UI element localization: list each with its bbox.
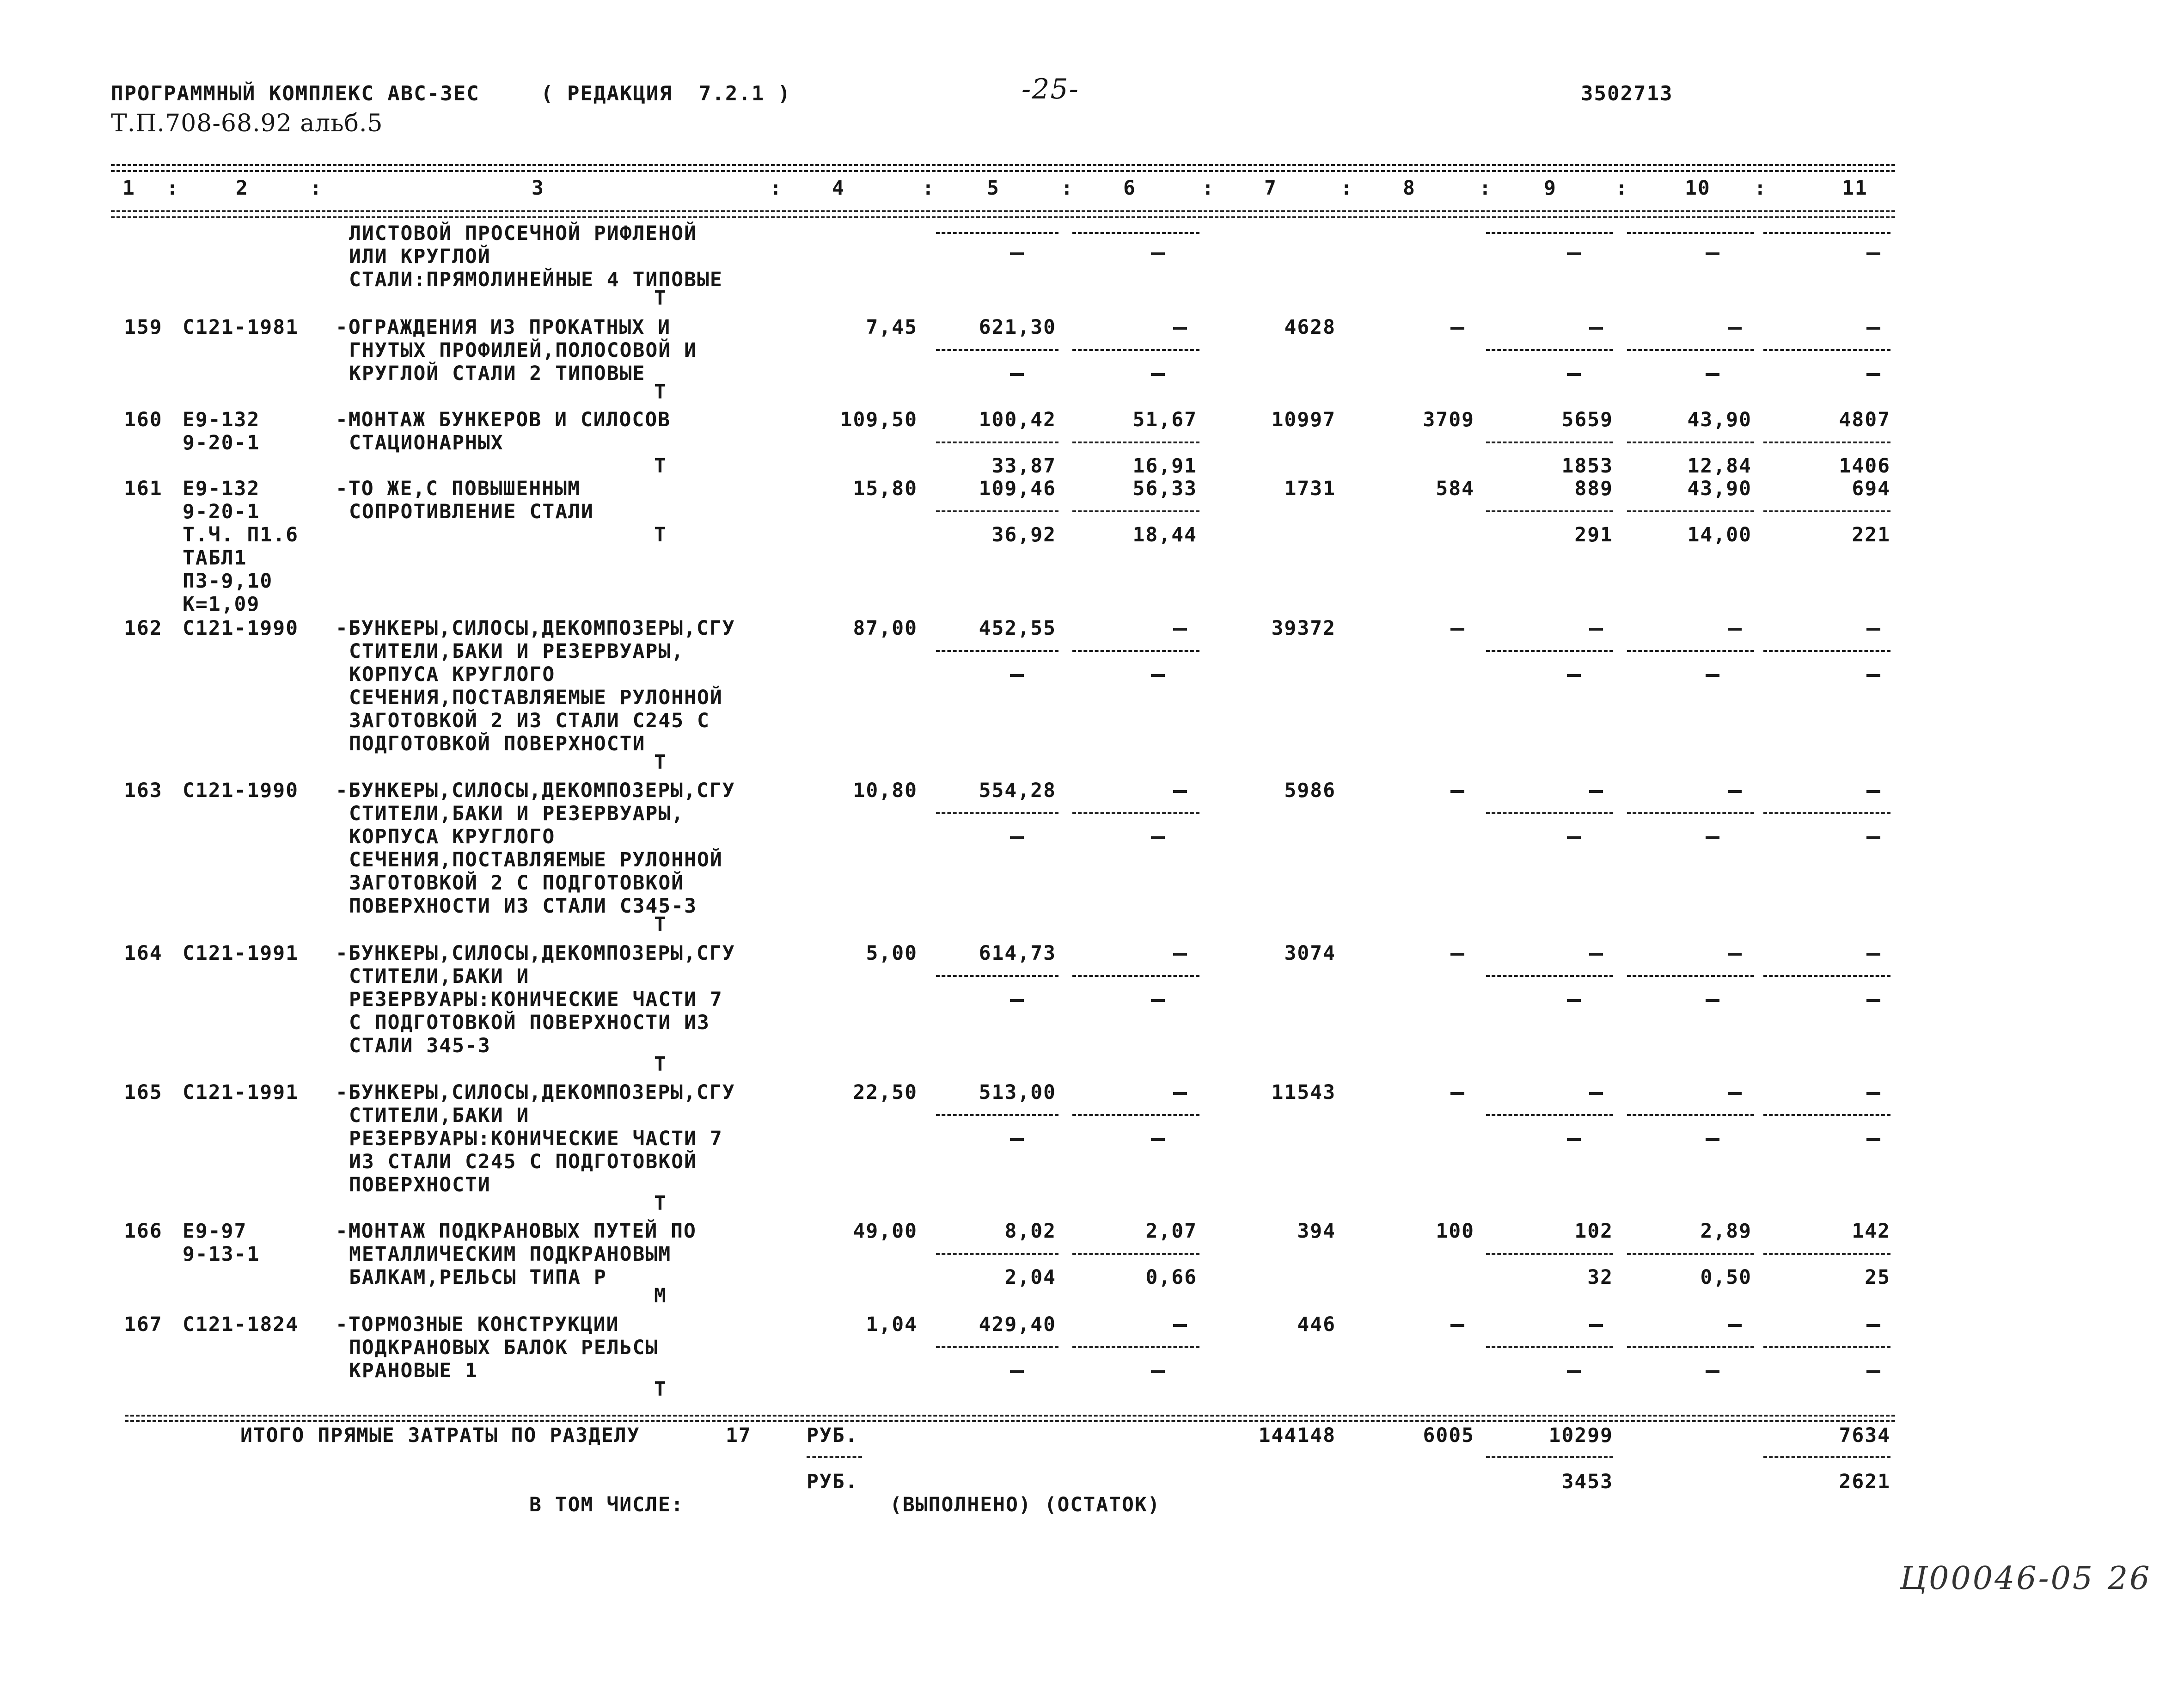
- row-description-line: КОРПУСА КРУГЛОГО: [349, 663, 556, 686]
- total-col8: 6005: [1423, 1424, 1474, 1447]
- row-c10-sub: 12,84: [1687, 454, 1752, 478]
- column-header-1: 1: [122, 177, 135, 200]
- row-c10-dash: [1728, 1324, 1742, 1327]
- total-unit-rule: [807, 1456, 862, 1458]
- row-c6-dash: [1173, 1324, 1187, 1327]
- row-c6-sub-dash: [1151, 836, 1165, 839]
- row-c11-dash: [1866, 1092, 1880, 1095]
- row-description-line: ПОДГОТОВКОЙ ПОВЕРХНОСТИ: [349, 732, 646, 755]
- row-c9-dash: [1589, 327, 1603, 330]
- row-c11-sub: 1406: [1839, 454, 1890, 478]
- row-qty: 49,00: [853, 1220, 918, 1243]
- row-c8-dash: [1450, 628, 1464, 631]
- row-description-line: СЕЧЕНИЯ,ПОСТАВЛЯЕМЫЕ РУЛОННОЙ: [349, 848, 723, 871]
- row-c5: 100,42: [979, 408, 1056, 431]
- sheet-number: 26: [2108, 1560, 2152, 1597]
- row-description-line: -МОНТАЖ БУНКЕРОВ И СИЛОСОВ: [336, 408, 671, 431]
- row-c11-fraction-rule: [1763, 975, 1890, 977]
- row-c10-fraction-rule: [1627, 812, 1754, 814]
- total-col11-sub: 2621: [1839, 1470, 1890, 1493]
- row-c6-sub: 18,44: [1132, 523, 1197, 546]
- row-c9-dash: [1589, 1092, 1603, 1095]
- row-c5: 109,46: [979, 477, 1056, 500]
- row-c6-fraction-rule: [1072, 232, 1199, 234]
- row-c9-dash: [1589, 1324, 1603, 1327]
- row-c9-fraction-rule: [1486, 1253, 1613, 1255]
- row-c10-sub-dash: [1706, 674, 1719, 677]
- row-c5: 452,55: [979, 617, 1056, 640]
- row-c11-sub: 25: [1865, 1266, 1890, 1289]
- row-c10-sub-dash: [1706, 252, 1719, 255]
- row-unit-mark: Т: [654, 1192, 667, 1215]
- row-description-line: СТИТЕЛИ,БАКИ И РЕЗЕРВУАРЫ,: [349, 802, 685, 825]
- row-c10-sub-dash: [1706, 373, 1719, 376]
- row-c5-sub-dash: [1010, 1370, 1024, 1373]
- row-c6-fraction-rule: [1072, 510, 1199, 512]
- row-c9: 102: [1574, 1220, 1613, 1243]
- row-c10: 43,90: [1687, 477, 1752, 500]
- row-c11-sub: 221: [1852, 523, 1890, 546]
- row-code: С121-1990: [183, 617, 299, 640]
- row-number: 165: [124, 1081, 163, 1104]
- row-c10-dash: [1728, 790, 1742, 793]
- row-c9-dash: [1589, 790, 1603, 793]
- row-c6-sub-dash: [1151, 1138, 1165, 1141]
- row-c5-fraction-rule: [936, 349, 1058, 351]
- row-c11: 142: [1852, 1220, 1890, 1243]
- row-unit-mark: Т: [654, 913, 667, 936]
- row-c9-sub-dash: [1567, 1138, 1581, 1141]
- row-number: 166: [124, 1220, 163, 1243]
- row-qty: 7,45: [866, 316, 918, 339]
- column-separator: :: [1202, 177, 1215, 200]
- row-c6-fraction-rule: [1072, 650, 1199, 652]
- program-title: ПРОГРАММНЫЙ КОМПЛЕКС АВС-ЗЕС: [111, 82, 480, 105]
- row-description-line: -ОГРАЖДЕНИЯ ИЗ ПРОКАТНЫХ И: [336, 316, 671, 339]
- row-c8-dash: [1450, 327, 1464, 330]
- row-c11-dash: [1866, 953, 1880, 956]
- row-c11: 4807: [1839, 408, 1890, 431]
- column-separator: :: [1754, 177, 1767, 200]
- row-c7: 5986: [1284, 779, 1336, 802]
- row-c9: 5659: [1561, 408, 1613, 431]
- row-number: 160: [124, 408, 163, 431]
- column-header-8: 8: [1403, 177, 1416, 200]
- row-c6-dash: [1173, 790, 1187, 793]
- row-code: Т.Ч. П1.6: [183, 523, 299, 546]
- row-code: Е9-97: [183, 1220, 247, 1243]
- column-header-5: 5: [987, 177, 1000, 200]
- row-c10-sub-dash: [1706, 999, 1719, 1002]
- row-c8-dash: [1450, 1324, 1464, 1327]
- column-separator: :: [1340, 177, 1353, 200]
- row-c9-sub: 1853: [1561, 454, 1613, 478]
- row-c9-fraction-rule: [1486, 232, 1613, 234]
- row-c10-fraction-rule: [1627, 232, 1754, 234]
- row-c11-dash: [1866, 327, 1880, 330]
- row-c5-fraction-rule: [936, 510, 1058, 512]
- row-c8-dash: [1450, 953, 1464, 956]
- row-c5: 614,73: [979, 942, 1056, 965]
- total-unit-2: РУБ.: [807, 1470, 858, 1493]
- row-code: С121-1991: [183, 1081, 299, 1104]
- row-c5-fraction-rule: [936, 442, 1058, 443]
- album-reference: Т.П.708-68.92 альб.5: [111, 110, 383, 137]
- row-c10-fraction-rule: [1627, 510, 1754, 512]
- row-c8-dash: [1450, 790, 1464, 793]
- row-c9-sub-dash: [1567, 1370, 1581, 1373]
- row-c9-sub-dash: [1567, 252, 1581, 255]
- row-c7: 4628: [1284, 316, 1336, 339]
- row-c5-fraction-rule: [936, 975, 1058, 977]
- total-col11-rule: [1763, 1456, 1890, 1458]
- row-c10-sub-dash: [1706, 836, 1719, 839]
- row-c10-fraction-rule: [1627, 975, 1754, 977]
- total-col9-rule: [1486, 1456, 1613, 1458]
- row-description-line: -МОНТАЖ ПОДКРАНОВЫХ ПУТЕЙ ПО: [336, 1220, 697, 1243]
- column-header-2: 2: [236, 177, 249, 200]
- row-c10: 43,90: [1687, 408, 1752, 431]
- row-c5-sub-dash: [1010, 373, 1024, 376]
- row-c11-dash: [1866, 790, 1880, 793]
- row-c11-sub-dash: [1866, 999, 1880, 1002]
- row-c11-fraction-rule: [1763, 442, 1890, 443]
- row-qty: 10,80: [853, 779, 918, 802]
- row-c7: 1731: [1284, 477, 1336, 500]
- row-number: 163: [124, 779, 163, 802]
- row-c5-sub-dash: [1010, 252, 1024, 255]
- row-unit-mark: Т: [654, 523, 667, 546]
- row-code: 9-20-1: [183, 500, 260, 523]
- including-label: В ТОМ ЧИСЛЕ:: [529, 1493, 684, 1516]
- row-c9-sub: 291: [1574, 523, 1613, 546]
- row-qty: 22,50: [853, 1081, 918, 1104]
- row-c9-dash: [1589, 953, 1603, 956]
- row-description-line: -БУНКЕРЫ,СИЛОСЫ,ДЕКОМПОЗЕРЫ,СГУ: [336, 779, 735, 802]
- row-c6-sub: 16,91: [1132, 454, 1197, 478]
- row-unit-mark: Т: [654, 751, 667, 774]
- row-code: С121-1990: [183, 779, 299, 802]
- row-c7: 394: [1297, 1220, 1336, 1243]
- row-c7: 3074: [1284, 942, 1336, 965]
- row-code: П3-9,10: [183, 570, 273, 593]
- row-c5: 621,30: [979, 316, 1056, 339]
- row-c5-fraction-rule: [936, 812, 1058, 814]
- row-c6-dash: [1173, 628, 1187, 631]
- row-c9: 889: [1574, 477, 1613, 500]
- header-bottom-rule: [111, 210, 1895, 212]
- row-c9-fraction-rule: [1486, 1114, 1613, 1116]
- row-c8-dash: [1450, 1092, 1464, 1095]
- row-description-line: ЗАГОТОВКОЙ 2 С ПОДГОТОВКОЙ: [349, 871, 685, 895]
- row-c7: 39372: [1271, 617, 1336, 640]
- column-header-7: 7: [1264, 177, 1277, 200]
- row-c9-sub-dash: [1567, 836, 1581, 839]
- row-description-line: КРАНОВЫЕ 1: [349, 1359, 478, 1382]
- column-header-11: 11: [1842, 177, 1868, 200]
- row-description-line: ЗАГОТОВКОЙ 2 ИЗ СТАЛИ С245 С: [349, 709, 710, 732]
- row-description-line: -БУНКЕРЫ,СИЛОСЫ,ДЕКОМПОЗЕРЫ,СГУ: [336, 1081, 735, 1104]
- row-c5-sub-dash: [1010, 674, 1024, 677]
- column-header-6: 6: [1123, 177, 1136, 200]
- row-description-line: КРУГЛОЙ СТАЛИ 2 ТИПОВЫЕ: [349, 362, 646, 385]
- row-c5-fraction-rule: [936, 1114, 1058, 1116]
- row-c6-sub-dash: [1151, 252, 1165, 255]
- row-c7: 11543: [1271, 1081, 1336, 1104]
- row-c11-fraction-rule: [1763, 510, 1890, 512]
- handwritten-document-code: Ц00046-05: [1900, 1560, 2095, 1597]
- row-c6-fraction-rule: [1072, 349, 1199, 351]
- column-header-10: 10: [1685, 177, 1711, 200]
- row-c10-fraction-rule: [1627, 349, 1754, 351]
- row-number: 167: [124, 1313, 163, 1336]
- row-c5-sub-dash: [1010, 1138, 1024, 1141]
- table-top-rule-2: [111, 170, 1895, 172]
- row-c9-fraction-rule: [1486, 650, 1613, 652]
- row-number: 161: [124, 477, 163, 500]
- row-c6-fraction-rule: [1072, 1346, 1199, 1348]
- table-top-rule: [111, 164, 1895, 166]
- row-code: К=1,09: [183, 593, 260, 616]
- row-c11-dash: [1866, 1324, 1880, 1327]
- row-description-line: С ПОДГОТОВКОЙ ПОВЕРХНОСТИ ИЗ: [349, 1011, 710, 1034]
- row-unit-mark: Т: [654, 1053, 667, 1076]
- row-c5-fraction-rule: [936, 1253, 1058, 1255]
- row-c5: 8,02: [1004, 1220, 1056, 1243]
- total-top-rule-2: [125, 1420, 1895, 1422]
- done-rest-label: (ВЫПОЛНЕНО) (ОСТАТОК): [890, 1493, 1161, 1516]
- row-c5-sub: 36,92: [991, 523, 1056, 546]
- column-header-9: 9: [1544, 177, 1557, 200]
- header-bottom-rule-2: [111, 216, 1895, 218]
- row-unit-mark: Т: [654, 1378, 667, 1401]
- row-c7: 10997: [1271, 408, 1336, 431]
- row-c10-dash: [1728, 1092, 1742, 1095]
- row-c5: 554,28: [979, 779, 1056, 802]
- document-code: 3502713: [1581, 82, 1673, 105]
- row-c11-sub-dash: [1866, 1138, 1880, 1141]
- row-c5-sub-dash: [1010, 999, 1024, 1002]
- row-description-line: БАЛКАМ,РЕЛЬСЫ ТИПА Р: [349, 1266, 607, 1289]
- row-c10-sub: 0,50: [1700, 1266, 1752, 1289]
- row-c9-fraction-rule: [1486, 1346, 1613, 1348]
- row-c6-fraction-rule: [1072, 442, 1199, 443]
- row-c5-fraction-rule: [936, 650, 1058, 652]
- row-qty: 5,00: [866, 942, 918, 965]
- row-number: 164: [124, 942, 163, 965]
- row-c6-fraction-rule: [1072, 812, 1199, 814]
- row-c9-dash: [1589, 628, 1603, 631]
- row-c6-fraction-rule: [1072, 1253, 1199, 1255]
- row-description-line: СОПРОТИВЛЕНИЕ СТАЛИ: [349, 500, 594, 523]
- row-description-line: ПОДКРАНОВЫХ БАЛОК РЕЛЬСЫ: [349, 1336, 659, 1359]
- total-col9-sub: 3453: [1561, 1470, 1613, 1493]
- row-description-line: ГНУТЫХ ПРОФИЛЕЙ,ПОЛОСОВОЙ И: [349, 339, 697, 362]
- row-code: ТАБЛ1: [183, 546, 247, 570]
- row-c10-sub: 14,00: [1687, 523, 1752, 546]
- row-number: 162: [124, 617, 163, 640]
- column-separator: :: [770, 177, 783, 200]
- row-c9-sub-dash: [1567, 373, 1581, 376]
- row-code: Е9-132: [183, 408, 260, 431]
- row-code: 9-13-1: [183, 1243, 260, 1266]
- row-c6-sub: 0,66: [1145, 1266, 1197, 1289]
- row-c6: 2,07: [1145, 1220, 1197, 1243]
- row-c6-sub-dash: [1151, 1370, 1165, 1373]
- row-c5-fraction-rule: [936, 1346, 1058, 1348]
- total-col7: 144148: [1258, 1424, 1336, 1447]
- row-c11: 694: [1852, 477, 1890, 500]
- row-c11-fraction-rule: [1763, 1346, 1890, 1348]
- row-c6-fraction-rule: [1072, 975, 1199, 977]
- row-c11-fraction-rule: [1763, 349, 1890, 351]
- row-c6-dash: [1173, 327, 1187, 330]
- row-c6-sub-dash: [1151, 674, 1165, 677]
- row-description-line: -БУНКЕРЫ,СИЛОСЫ,ДЕКОМПОЗЕРЫ,СГУ: [336, 942, 735, 965]
- row-unit-mark: Т: [654, 380, 667, 404]
- row-c11-fraction-rule: [1763, 1253, 1890, 1255]
- row-c11-fraction-rule: [1763, 1114, 1890, 1116]
- row-c10-dash: [1728, 628, 1742, 631]
- column-separator: :: [1615, 177, 1628, 200]
- row-c6: 56,33: [1132, 477, 1197, 500]
- total-col9: 10299: [1548, 1424, 1613, 1447]
- row-c6-dash: [1173, 1092, 1187, 1095]
- row-number: 159: [124, 316, 163, 339]
- row-c10-fraction-rule: [1627, 442, 1754, 443]
- row-c11-fraction-rule: [1763, 232, 1890, 234]
- column-separator: :: [310, 177, 323, 200]
- row-c8: 3709: [1423, 408, 1474, 431]
- row-c11-fraction-rule: [1763, 812, 1890, 814]
- row-c9-sub-dash: [1567, 999, 1581, 1002]
- total-top-rule: [125, 1415, 1895, 1417]
- row-description-line: ПОВЕРХНОСТИ ИЗ СТАЛИ С345-3: [349, 895, 697, 918]
- row-c8: 100: [1436, 1220, 1474, 1243]
- row-c11-sub-dash: [1866, 252, 1880, 255]
- row-c6: 51,67: [1132, 408, 1197, 431]
- row-qty: 109,50: [840, 408, 918, 431]
- row-code: С121-1991: [183, 942, 299, 965]
- row-description-line: ЛИСТОВОЙ ПРОСЕЧНОЙ РИФЛЕНОЙ: [349, 222, 697, 245]
- row-c10: 2,89: [1700, 1220, 1752, 1243]
- row-unit-mark: М: [654, 1284, 667, 1307]
- row-description-line: -ТО ЖЕ,С ПОВЫШЕННЫМ: [336, 477, 581, 500]
- row-c9-sub: 32: [1587, 1266, 1613, 1289]
- row-c11-sub-dash: [1866, 836, 1880, 839]
- row-c9-fraction-rule: [1486, 510, 1613, 512]
- row-code: Е9-132: [183, 477, 260, 500]
- row-c10-fraction-rule: [1627, 1114, 1754, 1116]
- row-description-line: СТИТЕЛИ,БАКИ И: [349, 1104, 530, 1127]
- row-c9-fraction-rule: [1486, 442, 1613, 443]
- row-c9-fraction-rule: [1486, 812, 1613, 814]
- row-c5-sub-dash: [1010, 836, 1024, 839]
- row-c5-fraction-rule: [936, 232, 1058, 234]
- row-c9-sub-dash: [1567, 674, 1581, 677]
- row-code: 9-20-1: [183, 431, 260, 454]
- column-separator: :: [1479, 177, 1492, 200]
- page-number: -25-: [1022, 73, 1079, 105]
- row-c10-fraction-rule: [1627, 650, 1754, 652]
- row-c11-fraction-rule: [1763, 650, 1890, 652]
- row-description-line: СТАЛИ:ПРЯМОЛИНЕЙНЫЕ 4 ТИПОВЫЕ: [349, 268, 723, 291]
- row-c11-dash: [1866, 628, 1880, 631]
- row-description-line: -ТОРМОЗНЫЕ КОНСТРУКЦИИ: [336, 1313, 619, 1336]
- row-code: С121-1981: [183, 316, 299, 339]
- row-description-line: РЕЗЕРВУАРЫ:КОНИЧЕСКИЕ ЧАСТИ 7: [349, 1127, 723, 1150]
- row-c11-sub-dash: [1866, 674, 1880, 677]
- row-description-line: РЕЗЕРВУАРЫ:КОНИЧЕСКИЕ ЧАСТИ 7: [349, 988, 723, 1011]
- row-c11-sub-dash: [1866, 1370, 1880, 1373]
- row-description-line: СТАЦИОНАРНЫХ: [349, 431, 504, 454]
- row-qty: 1,04: [866, 1313, 918, 1336]
- row-c5-sub: 2,04: [1004, 1266, 1056, 1289]
- column-header-4: 4: [832, 177, 845, 200]
- total-unit: РУБ.: [807, 1424, 858, 1447]
- row-c5-sub: 33,87: [991, 454, 1056, 478]
- row-c10-dash: [1728, 327, 1742, 330]
- row-unit-mark: Т: [654, 287, 667, 310]
- row-unit-mark: Т: [654, 454, 667, 478]
- row-c10-fraction-rule: [1627, 1346, 1754, 1348]
- row-c5: 513,00: [979, 1081, 1056, 1104]
- row-c10-dash: [1728, 953, 1742, 956]
- row-c10-sub-dash: [1706, 1138, 1719, 1141]
- column-separator: :: [922, 177, 935, 200]
- total-section-number: 17: [726, 1424, 752, 1447]
- column-separator: :: [166, 177, 179, 200]
- row-c8: 584: [1436, 477, 1474, 500]
- row-c7: 446: [1297, 1313, 1336, 1336]
- row-c11-sub-dash: [1866, 373, 1880, 376]
- row-description-line: СЕЧЕНИЯ,ПОСТАВЛЯЕМЫЕ РУЛОННОЙ: [349, 686, 723, 709]
- row-description-line: СТАЛИ 345-3: [349, 1034, 491, 1057]
- row-c5: 429,40: [979, 1313, 1056, 1336]
- row-c6-sub-dash: [1151, 999, 1165, 1002]
- row-qty: 15,80: [853, 477, 918, 500]
- edition-label: ( РЕДАКЦИЯ 7.2.1 ): [541, 82, 791, 105]
- row-c6-dash: [1173, 953, 1187, 956]
- row-description-line: МЕТАЛЛИЧЕСКИМ ПОДКРАНОВЫМ: [349, 1243, 672, 1266]
- total-col11: 7634: [1839, 1424, 1890, 1447]
- row-description-line: КОРПУСА КРУГЛОГО: [349, 825, 556, 848]
- row-c9-fraction-rule: [1486, 975, 1613, 977]
- row-description-line: ИЛИ КРУГЛОЙ: [349, 245, 491, 268]
- total-label: ИТОГО ПРЯМЫЕ ЗАТРАТЫ ПО РАЗДЕЛУ: [240, 1424, 640, 1447]
- column-separator: :: [1061, 177, 1074, 200]
- row-description-line: СТИТЕЛИ,БАКИ И РЕЗЕРВУАРЫ,: [349, 640, 685, 663]
- row-c9-fraction-rule: [1486, 349, 1613, 351]
- row-description-line: -БУНКЕРЫ,СИЛОСЫ,ДЕКОМПОЗЕРЫ,СГУ: [336, 617, 735, 640]
- row-c6-fraction-rule: [1072, 1114, 1199, 1116]
- row-description-line: ПОВЕРХНОСТИ: [349, 1173, 491, 1196]
- row-c10-sub-dash: [1706, 1370, 1719, 1373]
- row-qty: 87,00: [853, 617, 918, 640]
- row-c6-sub-dash: [1151, 373, 1165, 376]
- row-description-line: СТИТЕЛИ,БАКИ И: [349, 965, 530, 988]
- row-code: С121-1824: [183, 1313, 299, 1336]
- row-description-line: ИЗ СТАЛИ С245 С ПОДГОТОВКОЙ: [349, 1150, 697, 1173]
- row-c10-fraction-rule: [1627, 1253, 1754, 1255]
- column-header-3: 3: [532, 177, 544, 200]
